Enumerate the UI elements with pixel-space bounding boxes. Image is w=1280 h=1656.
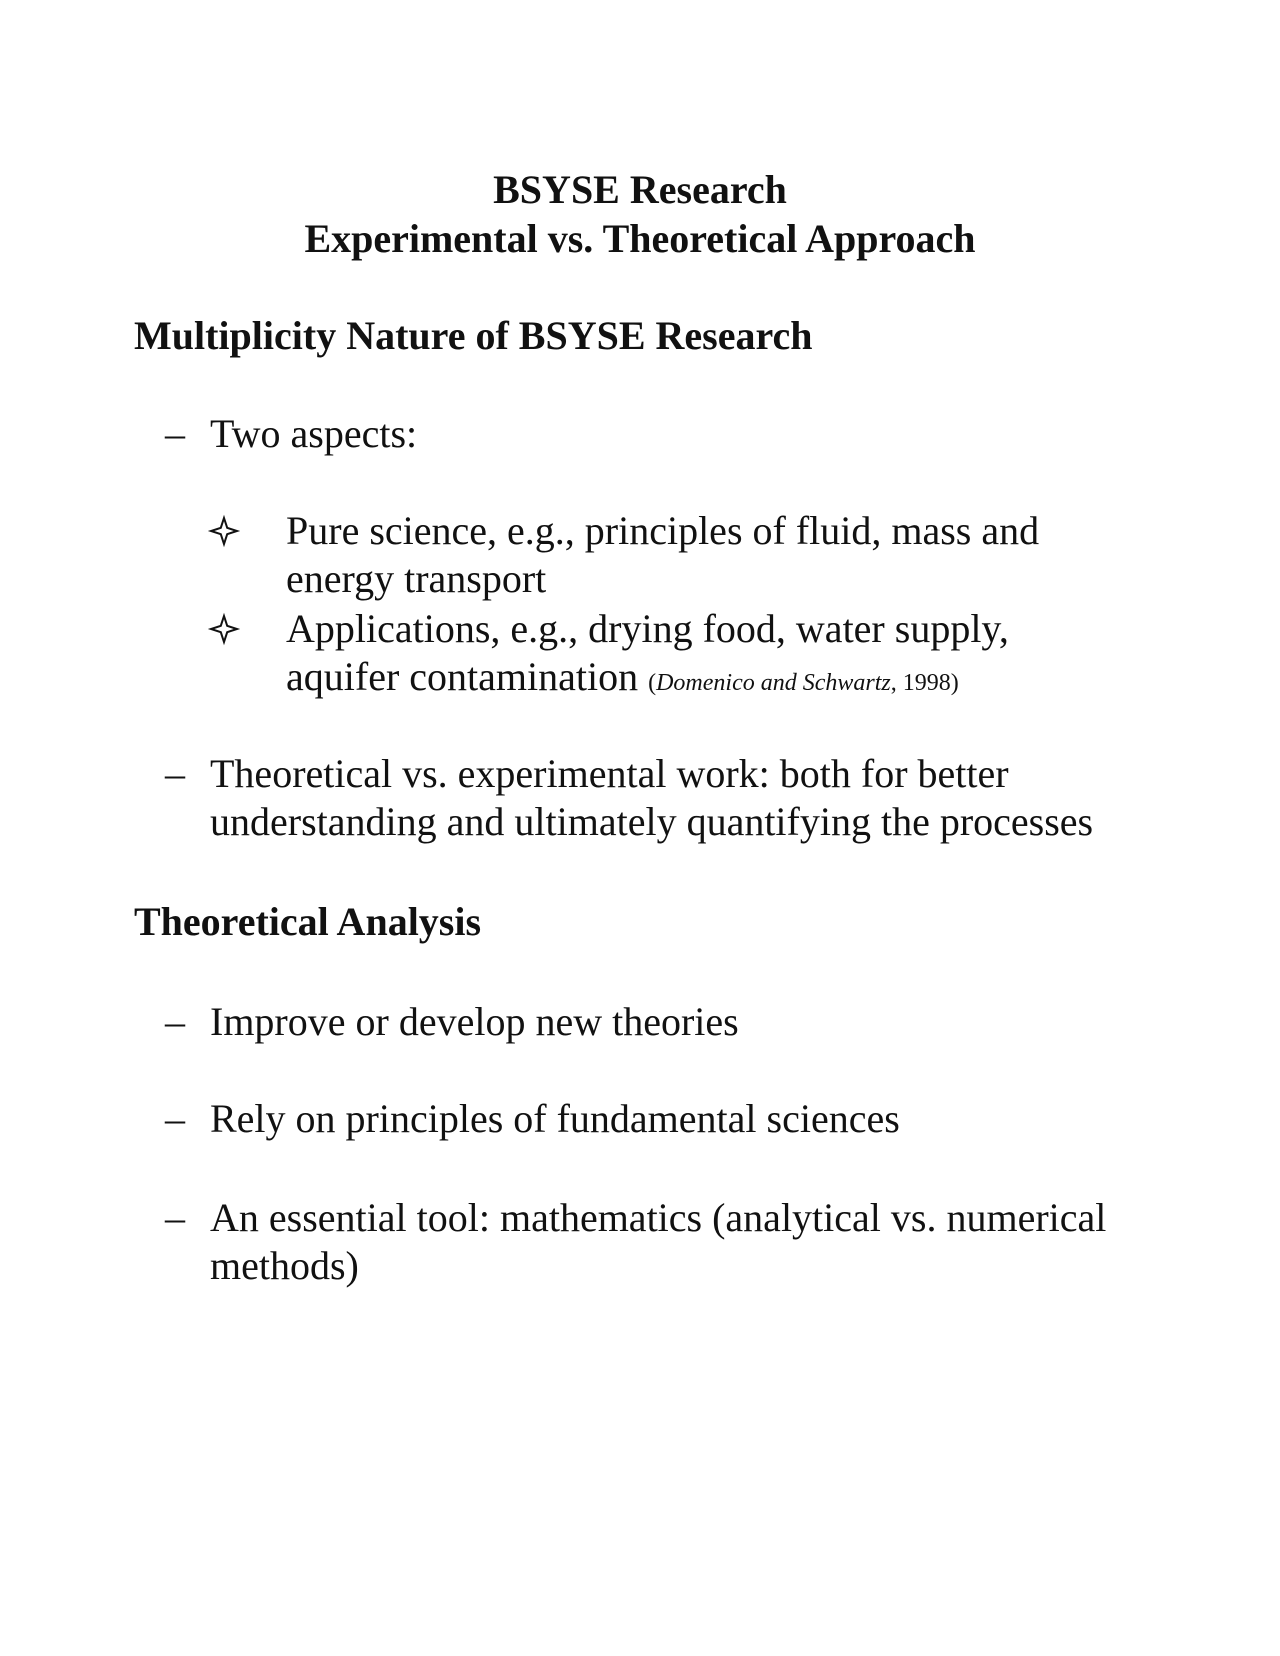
page-subtitle: Experimental vs. Theoretical Approach [304, 216, 976, 261]
dash-bullet: – [165, 1195, 185, 1240]
dash-bullet: – [165, 751, 185, 796]
citation-open: ( [648, 670, 657, 696]
list-item-text: Two aspects: [210, 411, 418, 456]
applications-text: Applications, e.g., drying food, water supply, aquifer contamination [286, 606, 1009, 699]
dash-bullet: – [165, 999, 185, 1044]
citation-authors: Domenico and Schwartz [656, 670, 891, 696]
four-point-star-icon [206, 605, 242, 653]
citation-year: , 1998) [890, 670, 959, 696]
citation [648, 670, 959, 696]
list-item-text: Improve or develop new theories [210, 999, 739, 1044]
list-item-text: An essential tool: mathematics (analytical vs. numerical methods) [210, 1195, 1107, 1288]
four-point-star-icon [206, 507, 242, 555]
section-heading-theoretical-analysis: Theoretical Analysis [134, 899, 482, 944]
dash-bullet: – [165, 1096, 185, 1141]
dash-bullet: – [165, 411, 185, 456]
sub-list-item-text: Pure science, e.g., principles of fluid, mass and energy transport [286, 508, 1040, 601]
sub-list-item-text [286, 605, 1116, 707]
section-heading-multiplicity: Multiplicity Nature of BSYSE Research [134, 313, 813, 358]
list-item-text: Rely on principles of fundamental sciences [210, 1096, 900, 1141]
page-title: BSYSE Research [493, 167, 787, 212]
list-item-text: Theoretical vs. experimental work: both for better understanding and ultimately quantifying the processes [210, 751, 1094, 844]
